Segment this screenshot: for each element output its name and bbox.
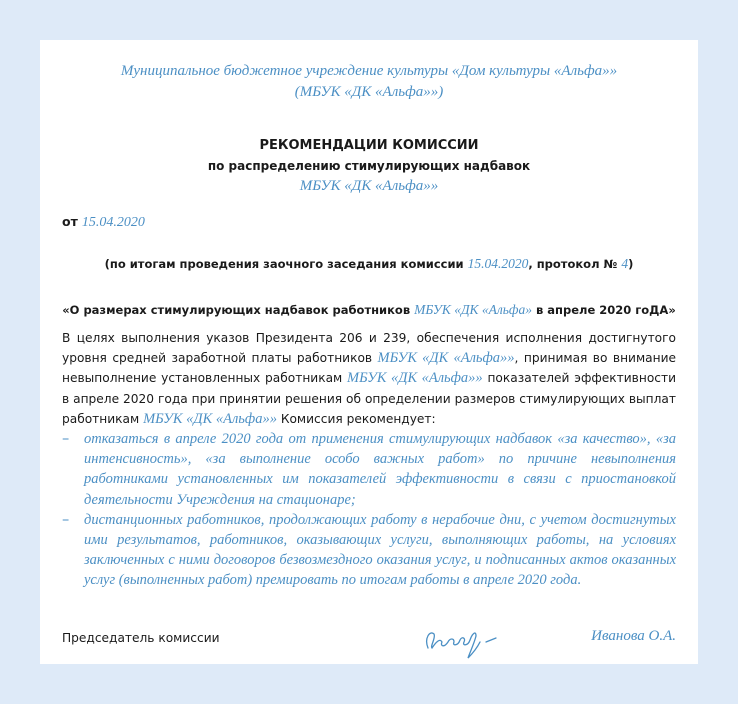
body-text-3: показателей эффективности в апреле 2020 года при принятии решения об определении размеров стимулирующих выплат работникам	[62, 371, 676, 426]
signature-icon	[418, 612, 508, 662]
document-subtitle: по распределению стимулирующих надбавок	[207, 159, 531, 173]
session-info	[40, 254, 698, 274]
dash-bullet: –	[62, 431, 70, 448]
document-topic	[40, 300, 698, 320]
body-org-2: МБУК «ДК «Альфа»»	[347, 370, 483, 387]
date-label: от	[62, 214, 78, 229]
recommendation-text: дистанционных работников, продолжающих работу в нерабочие дни, с учетом достигнутых ими результатов, работников, оказывающих услуги, выполняющих работы, на условиях заключенных с ними договоров безвозмездного оказания услуг, и подписанных актов оказанных услуг (выполненных работ) премировать по итогам работы в апреле 2020 года.	[84, 511, 676, 589]
body-text-4: Комиссия рекомендует:	[280, 411, 436, 426]
organization-full-name: Муниципальное бюджетное учреждение культуры «Дом культуры «Альфа»»	[120, 63, 618, 79]
body-text-1: В целях выполнения указов Президента 206 и 239, обеспечения исполнения достигнутого уровня средней заработной платы работников	[62, 331, 676, 366]
session-prefix: (по итогам проведения заочного заседания комиссии	[104, 257, 464, 271]
document-title-org: МБУК «ДК «Альфа»»	[299, 178, 439, 194]
recommendations-list	[62, 429, 676, 591]
recommendation-item	[62, 429, 676, 510]
topic-suffix: в апреле 2020 гоДА»	[536, 303, 676, 317]
signature-row	[62, 620, 676, 656]
session-date: 15.04.2020	[467, 256, 529, 271]
body-org-1: МБУК «ДК «Альфа»»	[377, 350, 515, 367]
dash-bullet: –	[62, 511, 70, 528]
body-org-3: МБУК «ДК «Альфа»»	[143, 410, 277, 427]
document-date-line	[62, 212, 145, 233]
topic-org: МБУК «ДК «Альфа»	[414, 302, 532, 317]
topic-prefix: «О размерах стимулирующих надбавок работников	[62, 303, 411, 317]
body-intro	[62, 328, 676, 429]
organization-short-name: (МБУК «ДК «Альфа»»)	[294, 84, 444, 100]
recommendation-text: отказаться в апреле 2020 года от применения стимулирующих надбавок «за качество», «за интенсивность», «за выполнение особо важных работ» по причине невыполнения работниками установленных им показателей эффективности в связи с приостановкой деятельности Учреждения на стационаре;	[84, 431, 676, 508]
document-body	[62, 328, 676, 591]
organization-header	[40, 61, 698, 103]
chairman-label: Председатель комиссии	[62, 631, 220, 645]
document-date: 15.04.2020	[81, 215, 145, 230]
document-title-block	[40, 136, 698, 197]
body-text-2: , принимая во внимание невыполнение установленных работникам	[62, 351, 677, 386]
protocol-number: 4	[621, 256, 629, 271]
session-suffix: )	[628, 257, 634, 271]
protocol-label: , протокол №	[528, 257, 618, 271]
recommendation-item	[62, 510, 676, 591]
document-page	[40, 40, 698, 664]
chairman-name: Иванова О.А.	[591, 628, 676, 644]
document-title: РЕКОМЕНДАЦИИ КОМИССИИ	[259, 138, 479, 153]
